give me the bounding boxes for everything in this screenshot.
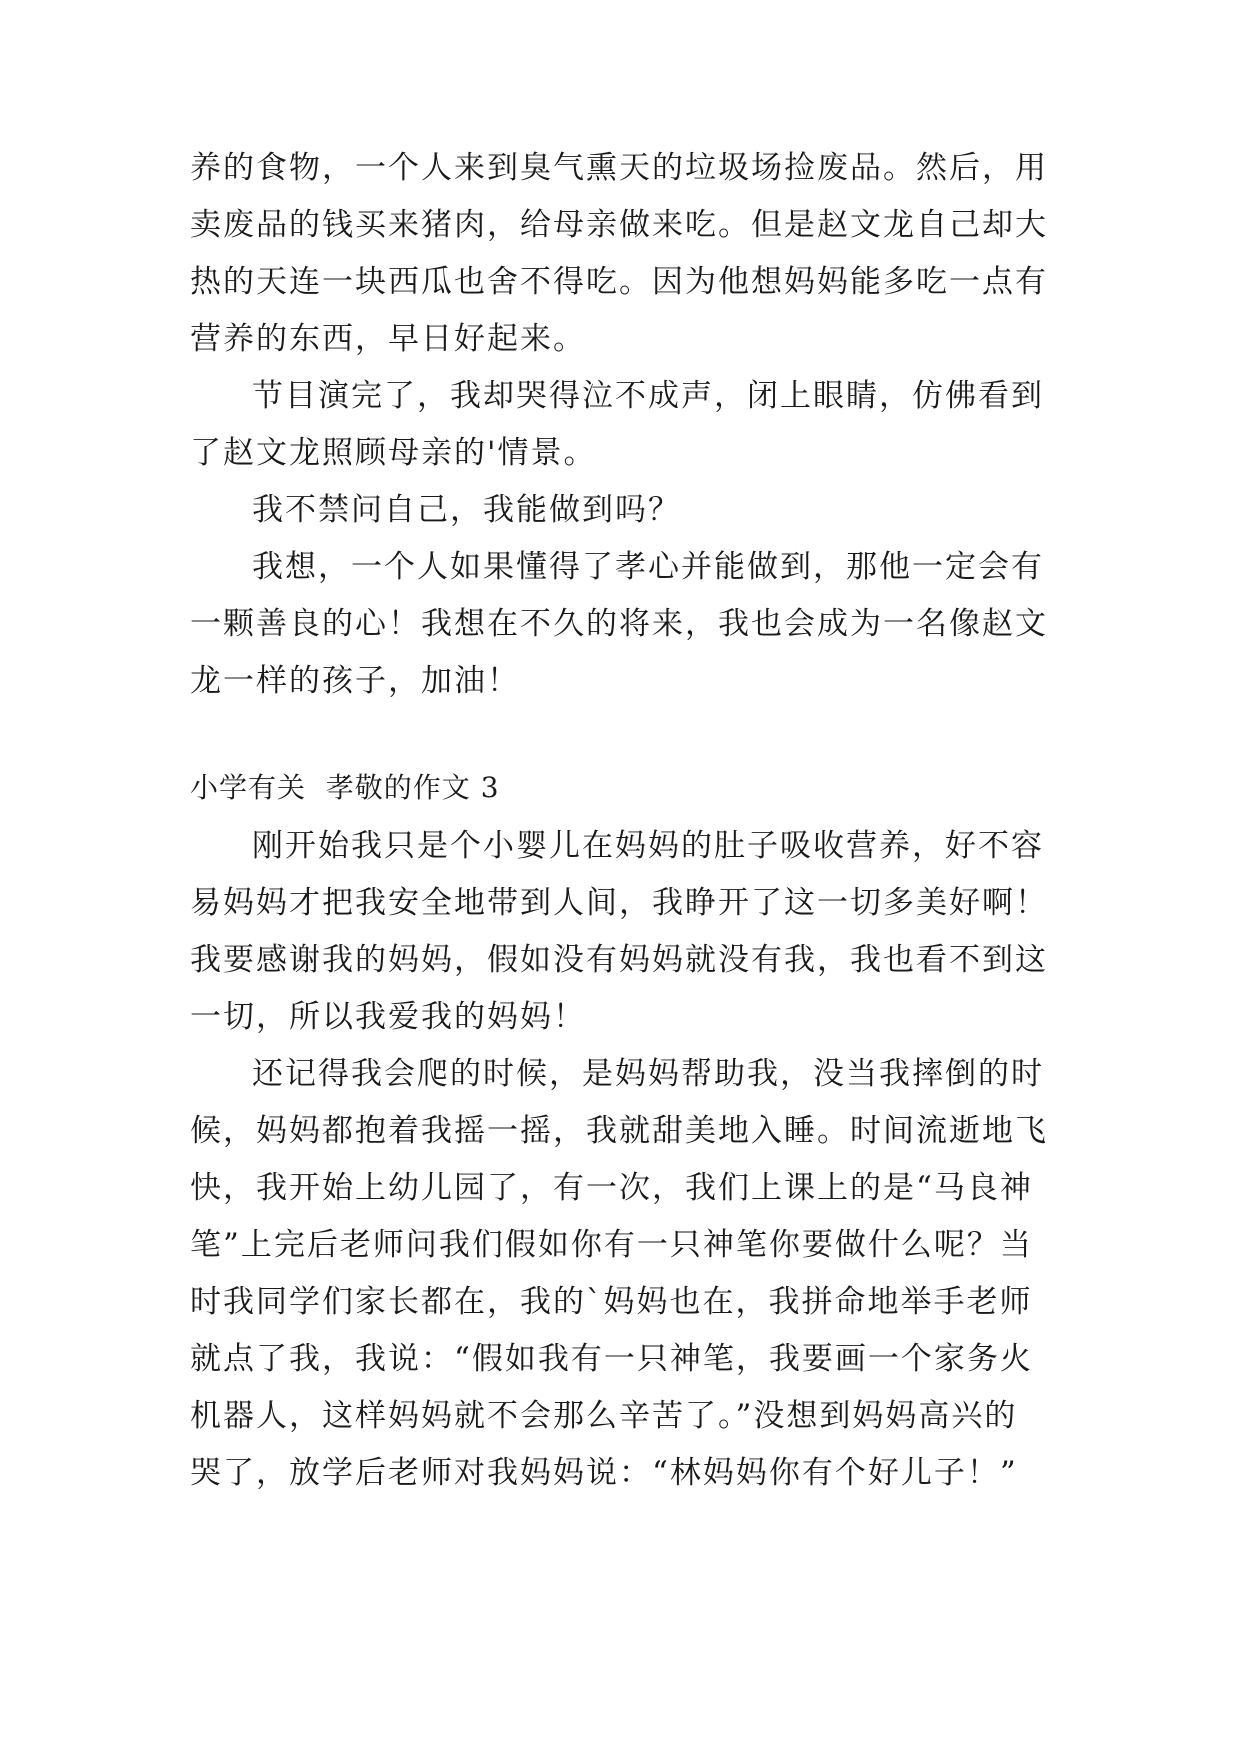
paragraph-start-line: 我不禁问自己，我能做到吗？ [252,492,681,528]
text-line: 龙一样的孩子，加油！ [190,663,520,699]
text-line: 一颗善良的心！我想在不久的将来，我也会成为一名像赵文 [190,606,1048,642]
paragraph-start-line: 节目演完了，我却哭得泣不成声，闭上眼睛，仿佛看到 [252,378,1044,414]
paragraph-start-line: 刚开始我只是个小婴儿在妈妈的肚子吸收营养，好不容 [252,828,1044,864]
text-line: 易妈妈才把我安全地带到人间，我睁开了这一切多美好啊！ [190,885,1048,921]
text-line: 我要感谢我的妈妈，假如没有妈妈就没有我，我也看不到这 [190,942,1048,978]
section-heading: 小学有关 孝敬的作文 3 [190,771,500,804]
paragraph-start-line: 还记得我会爬的时候，是妈妈帮助我，没当我摔倒的时 [252,1056,1044,1092]
text-line: 养的食物，一个人来到臭气熏天的垃圾场捡废品。然后，用 [190,150,1048,186]
text-line: 就点了我，我说：“假如我有一只神笔，我要画一个家务火 [190,1341,1033,1377]
text-line: 机器人，这样妈妈就不会那么辛苦了。”没想到妈妈高兴的 [190,1398,1018,1434]
text-line: 热的天连一块西瓜也舍不得吃。因为他想妈妈能多吃一点有 [190,264,1048,300]
text-line: 一切，所以我爱我的妈妈！ [190,999,586,1035]
text-line: 营养的东西，早日好起来。 [190,321,586,357]
text-line: 哭了，放学后老师对我妈妈说：“林妈妈你有个好儿子！” [190,1455,1018,1491]
text-line: 快，我开始上幼儿园了，有一次，我们上课上的是“马良神 [190,1170,1033,1206]
text-line: 候，妈妈都抱着我摇一摇，我就甜美地入睡。时间流逝地飞 [190,1113,1048,1149]
text-line: 时我同学们家长都在，我的`妈妈也在，我拼命地举手老师 [190,1284,1033,1320]
text-line: 笔”上完后老师问我们假如你有一只神笔你要做什么呢？当 [190,1227,1033,1263]
paragraph-start-line: 我想，一个人如果懂得了孝心并能做到，那他一定会有 [252,549,1044,585]
text-line: 卖废品的钱买来猪肉，给母亲做来吃。但是赵文龙自己却大 [190,207,1048,243]
text-line: 了赵文龙照顾母亲的'情景。 [190,435,597,471]
